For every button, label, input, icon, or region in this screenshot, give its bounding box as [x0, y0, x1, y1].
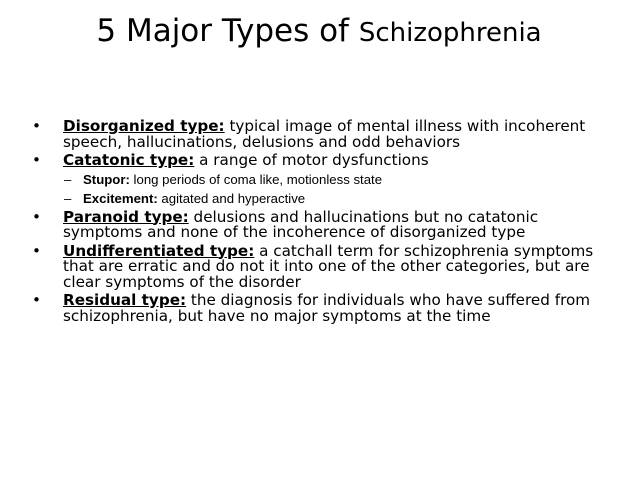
bullet-text: the diagnosis for individuals who have suffered from schizophrenia, but have no major symptoms at the time [63, 291, 591, 325]
sub-bullet-term: Excitement: [83, 190, 158, 206]
bullet-marker: • [32, 241, 41, 260]
sub-bullet-marker: – [64, 171, 72, 187]
bullet-term: Disorganized type: [63, 117, 225, 135]
bullet-text: a catchall term for schizophrenia symptoms that are erratic and do not it into one of the other categories, but are clear symptoms of the disorder [63, 241, 594, 291]
bullet-text: delusions and hallucinations but no catatonic symptoms and none of the incoherence of disorganized type [63, 207, 539, 241]
bullet-term: Paranoid type: [63, 207, 189, 226]
bullet-marker: • [32, 151, 41, 169]
slide-title [0, 13, 638, 49]
bullet-disorganized-type [32, 119, 612, 150]
bullet-residual-type [32, 293, 612, 324]
sub-bullet-stupor [32, 172, 612, 187]
bullet-marker: • [32, 291, 41, 309]
bullet-term: Undifferentiated type: [63, 241, 255, 260]
bullet-text: typical image of mental illness with incoherent speech, hallucinations, delusions and odd behaviors [63, 117, 586, 151]
bullet-paranoid-type [32, 207, 612, 241]
sub-bullet-term: Stupor: [83, 171, 130, 187]
sub-bullet-excitement [32, 191, 612, 206]
sub-bullet-text: agitated and hyperactive [157, 190, 306, 206]
bullet-marker: • [32, 117, 41, 135]
bullet-marker: • [32, 207, 41, 226]
bullet-catatonic-type [32, 153, 612, 169]
bullet-list [32, 119, 612, 327]
bullet-term: Residual type: [63, 291, 187, 309]
slide-title-tail: Schizophrenia [358, 18, 542, 48]
sub-bullet-text: long periods of coma like, motionless state [129, 171, 383, 187]
slide-title-main: 5 Major Types of [96, 13, 359, 49]
bullet-text: a range of motor dysfunctions [194, 151, 429, 169]
bullet-undifferentiated-type [32, 241, 612, 291]
sub-bullet-marker: – [64, 190, 72, 206]
bullet-term: Catatonic type: [63, 151, 195, 169]
